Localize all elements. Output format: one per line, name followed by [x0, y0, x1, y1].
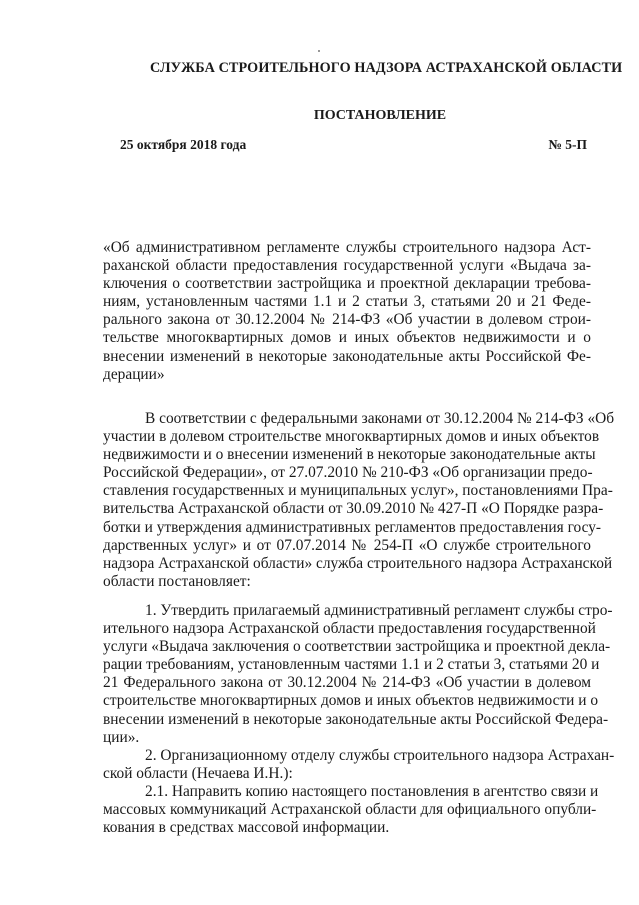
item-2-paragraph: [103, 746, 615, 783]
document-number: № 5-П: [548, 137, 587, 152]
document-subject: [103, 239, 591, 384]
preamble-line: В соответствии с федеральными законами от 30.12.2004 № 214-ФЗ «Об: [145, 410, 615, 427]
item-1-paragraph: [103, 602, 613, 747]
item-line: массовых коммуникаций Астраханской области для официального опубли-: [103, 801, 597, 819]
preamble-line: области постановляет:: [103, 572, 251, 590]
item-line: 2. Организационному отделу службы строительного надзора Астрахан-: [145, 746, 615, 764]
item-line: 21 Федерального закона от 30.12.2004 № 214-ФЗ «Об участии в долевом: [103, 674, 591, 692]
item-line: услуги «Выдача заключения о соответствии застройщика и проектной декла-: [103, 638, 611, 656]
item-line: внесении изменений в некоторые законодательные акты Российской Федера-: [103, 710, 609, 728]
resolution-items: [103, 602, 615, 837]
preamble-line: вительства Астраханской области от 30.09.2010 № 427-П «О Порядке разра-: [103, 500, 604, 518]
subject-line: раханской области предоставления государственной услуги «Выдача за-: [103, 257, 591, 275]
subject-line: дерации»: [103, 365, 165, 383]
item-line: кования в средствах массовой информации.: [103, 819, 390, 837]
subject-line: ключения о соответствии застройщика и проектной декларации требова-: [103, 275, 591, 293]
item-line: ской области (Нечаева И.Н.):: [103, 764, 293, 782]
subject-line: внесении изменений в некоторые законодательные акты Российской Фе-: [103, 347, 591, 365]
document-date: 25 октября 2018 года: [120, 137, 247, 152]
item-line: строительстве многоквартирных домов и иных объектов недвижимости и о: [103, 692, 599, 710]
scan-speck: [318, 50, 320, 52]
organization-title: СЛУЖБА СТРОИТЕЛЬНОГО НАДЗОРА АСТРАХАНСКОЙ ОБЛАСТИ: [150, 60, 623, 76]
preamble-line: участии в долевом строительстве многоквартирных домов и иных объектов: [103, 428, 600, 446]
item-2-1-paragraph: [103, 782, 599, 837]
item-line: ительного надзора Астраханской области предоставления государственной: [103, 620, 596, 638]
document-type-heading: ПОСТАНОВЛЕНИЕ: [313, 108, 447, 123]
preamble-line: надзора Астраханской области» служба строительного надзора Астраханской: [103, 554, 613, 572]
subject-line: «Об административном регламенте службы строительного надзора Аст-: [103, 239, 591, 256]
preamble-line: недвижимости и о внесении изменений в некоторые законодательные акты: [103, 446, 596, 464]
subject-line: ниям, установленным частями 1.1 и 2 статьи 3, статьями 20 и 21 Феде-: [103, 293, 591, 311]
preamble-line: ботки и утверждения административных регламентов предоставления госу-: [103, 518, 602, 536]
subject-line: рального закона от 30.12.2004 № 214-ФЗ «Об участии в долевом строи-: [103, 311, 591, 329]
preamble-paragraph: [103, 410, 615, 591]
item-line: ции».: [103, 728, 140, 746]
item-line: рации требованиям, установленным частями 1.1 и 2 статьи 3, статьями 20 и: [103, 656, 600, 674]
preamble-line: ставления государственных и муниципальных услуг», постановлениями Пра-: [103, 482, 613, 500]
subject-line: тельстве многоквартирных домов и иных объектов недвижимости и о: [103, 329, 591, 347]
preamble-line: дарственных услуг» и от 07.07.2014 № 254-П «О службе строительного: [103, 536, 591, 554]
preamble-line: Российской Федерации», от 27.07.2010 № 210-ФЗ «Об организации предо-: [103, 464, 593, 482]
item-line: 2.1. Направить копию настоящего постановления в агентство связи и: [145, 782, 599, 800]
item-line: 1. Утвердить прилагаемый административный регламент службы стро-: [145, 602, 613, 619]
